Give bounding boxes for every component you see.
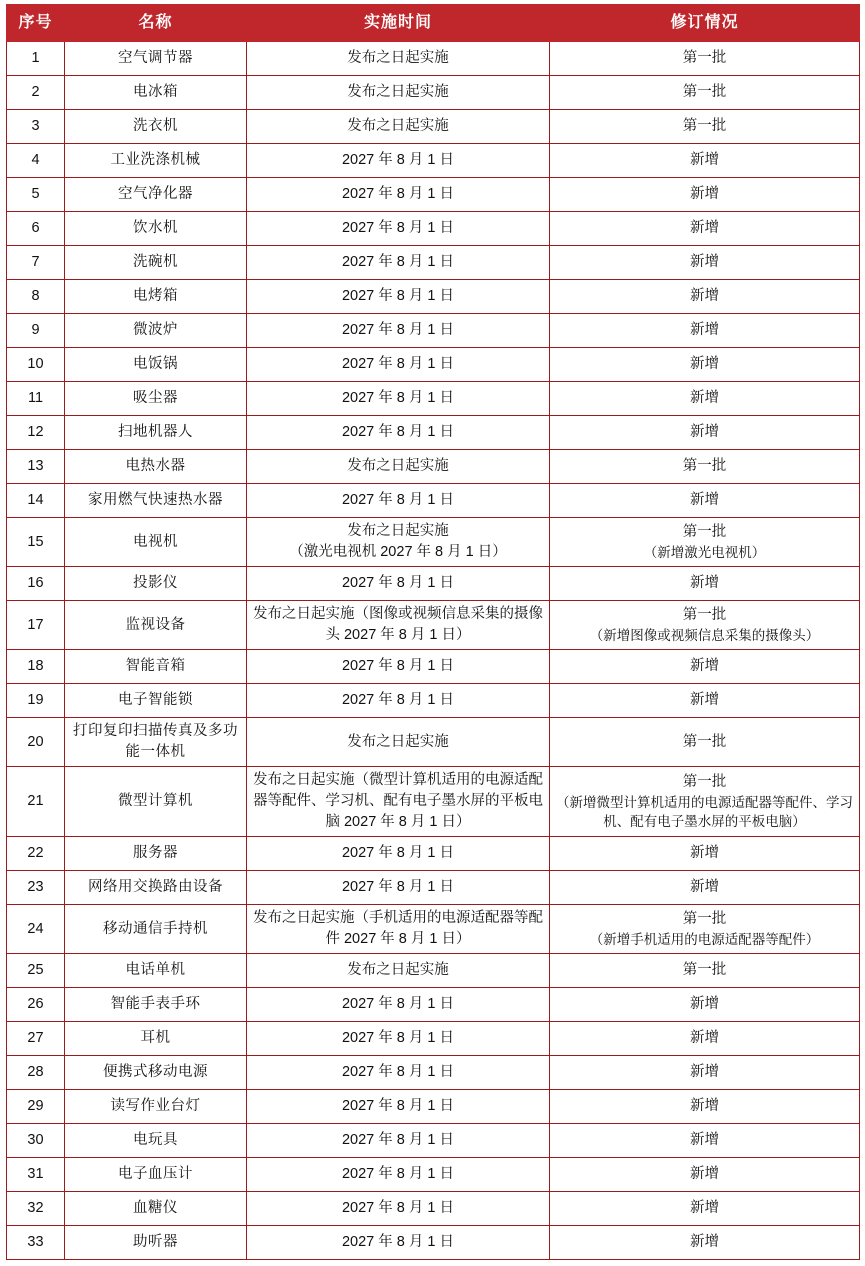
table-row xyxy=(7,767,860,837)
cell-index: 17 xyxy=(7,601,65,650)
cell-index: 30 xyxy=(7,1124,65,1158)
cell-revision-status: 新增 xyxy=(550,684,860,718)
cell-index: 26 xyxy=(7,988,65,1022)
cell-revision-status-note: （新增图像或视频信息采集的摄像头） xyxy=(589,627,820,643)
cell-index: 6 xyxy=(7,212,65,246)
table-row xyxy=(7,871,860,905)
cell-product-name: 空气调节器 xyxy=(65,42,247,76)
cell-product-name: 饮水机 xyxy=(65,212,247,246)
cell-product-name: 洗碗机 xyxy=(65,246,247,280)
cell-index: 33 xyxy=(7,1226,65,1260)
cell-index: 23 xyxy=(7,871,65,905)
cell-index: 27 xyxy=(7,1022,65,1056)
cell-revision-status: 新增 xyxy=(550,650,860,684)
cell-implementation-time: 发布之日起实施 xyxy=(247,450,550,484)
cell-index: 25 xyxy=(7,954,65,988)
cell-revision-status-note: （新增激光电视机） xyxy=(643,544,766,560)
cell-implementation-time: 2027 年 8 月 1 日 xyxy=(247,1192,550,1226)
cell-index: 1 xyxy=(7,42,65,76)
table-row xyxy=(7,144,860,178)
cell-index: 5 xyxy=(7,178,65,212)
cell-revision-status-main: 第一批 xyxy=(682,910,727,927)
cell-revision-status: 新增 xyxy=(550,1226,860,1260)
cell-product-name: 投影仪 xyxy=(65,567,247,601)
cell-index: 32 xyxy=(7,1192,65,1226)
cell-implementation-time xyxy=(247,518,550,567)
table-row xyxy=(7,246,860,280)
cell-index: 24 xyxy=(7,905,65,954)
cell-product-name: 网络用交换路由设备 xyxy=(65,871,247,905)
cell-implementation-time: 发布之日起实施 xyxy=(247,42,550,76)
cell-implementation-time-note: （激光电视机 2027 年 8 月 1 日） xyxy=(289,544,507,561)
cell-implementation-time: 2027 年 8 月 1 日 xyxy=(247,988,550,1022)
table-row xyxy=(7,382,860,416)
cell-product-name: 读写作业台灯 xyxy=(65,1090,247,1124)
column-header-revision: 修订情况 xyxy=(550,5,860,42)
cell-product-name: 助听器 xyxy=(65,1226,247,1260)
cell-revision-status-note: （新增手机适用的电源适配器等配件） xyxy=(589,931,820,947)
cell-implementation-time: 2027 年 8 月 1 日 xyxy=(247,144,550,178)
cell-implementation-time: 发布之日起实施 xyxy=(247,718,550,767)
cell-product-name: 电子血压计 xyxy=(65,1158,247,1192)
cell-revision-status: 新增 xyxy=(550,1090,860,1124)
cell-product-name: 洗衣机 xyxy=(65,110,247,144)
table-row xyxy=(7,178,860,212)
cell-implementation-time: 发布之日起实施（手机适用的电源适配器等配件 2027 年 8 月 1 日） xyxy=(247,905,550,954)
cell-index: 29 xyxy=(7,1090,65,1124)
cell-product-name: 电热水器 xyxy=(65,450,247,484)
cell-revision-status-note: （新增微型计算机适用的电源适配器等配件、学习机、配有电子墨水屏的平板电脑） xyxy=(556,794,853,830)
cell-revision-status: 第一批 xyxy=(550,954,860,988)
cell-revision-status-main: 第一批 xyxy=(682,523,727,540)
table-header-row xyxy=(7,5,860,42)
cell-implementation-time: 2027 年 8 月 1 日 xyxy=(247,684,550,718)
cell-revision-status-main: 第一批 xyxy=(682,606,727,623)
cell-revision-status: 新增 xyxy=(550,144,860,178)
cell-implementation-time: 2027 年 8 月 1 日 xyxy=(247,837,550,871)
cell-revision-status xyxy=(550,518,860,567)
cell-index: 12 xyxy=(7,416,65,450)
cell-revision-status: 新增 xyxy=(550,382,860,416)
cell-product-name: 电话单机 xyxy=(65,954,247,988)
cell-revision-status-main: 第一批 xyxy=(682,773,727,790)
cell-revision-status xyxy=(550,601,860,650)
cell-product-name: 便携式移动电源 xyxy=(65,1056,247,1090)
cell-index: 3 xyxy=(7,110,65,144)
table-row xyxy=(7,416,860,450)
cell-index: 21 xyxy=(7,767,65,837)
cell-implementation-time: 2027 年 8 月 1 日 xyxy=(247,871,550,905)
cell-product-name: 打印复印扫描传真及多功能一体机 xyxy=(65,718,247,767)
cell-revision-status: 第一批 xyxy=(550,42,860,76)
cell-implementation-time: 2027 年 8 月 1 日 xyxy=(247,212,550,246)
cell-implementation-time: 发布之日起实施 xyxy=(247,954,550,988)
table-row xyxy=(7,1158,860,1192)
table-row xyxy=(7,42,860,76)
cell-implementation-time: 发布之日起实施 xyxy=(247,76,550,110)
table-row xyxy=(7,518,860,567)
cell-index: 31 xyxy=(7,1158,65,1192)
product-catalog-table xyxy=(6,4,860,1260)
table-row xyxy=(7,837,860,871)
cell-product-name: 家用燃气快速热水器 xyxy=(65,484,247,518)
cell-revision-status: 新增 xyxy=(550,212,860,246)
cell-revision-status: 新增 xyxy=(550,988,860,1022)
cell-revision-status: 新增 xyxy=(550,871,860,905)
cell-implementation-time: 发布之日起实施 xyxy=(247,110,550,144)
table-row xyxy=(7,954,860,988)
cell-implementation-time: 2027 年 8 月 1 日 xyxy=(247,1056,550,1090)
cell-revision-status: 新增 xyxy=(550,1192,860,1226)
cell-index: 9 xyxy=(7,314,65,348)
cell-revision-status: 新增 xyxy=(550,314,860,348)
cell-revision-status xyxy=(550,767,860,837)
cell-index: 8 xyxy=(7,280,65,314)
cell-revision-status: 新增 xyxy=(550,1158,860,1192)
table-row xyxy=(7,905,860,954)
cell-index: 7 xyxy=(7,246,65,280)
cell-product-name: 电饭锅 xyxy=(65,348,247,382)
cell-product-name: 工业洗涤机械 xyxy=(65,144,247,178)
cell-revision-status: 新增 xyxy=(550,1124,860,1158)
cell-product-name: 微波炉 xyxy=(65,314,247,348)
cell-implementation-time: 2027 年 8 月 1 日 xyxy=(247,178,550,212)
cell-product-name: 扫地机器人 xyxy=(65,416,247,450)
cell-product-name: 监视设备 xyxy=(65,601,247,650)
cell-revision-status: 第一批 xyxy=(550,76,860,110)
table-row xyxy=(7,1226,860,1260)
cell-product-name: 血糖仪 xyxy=(65,1192,247,1226)
cell-index: 20 xyxy=(7,718,65,767)
table-row xyxy=(7,650,860,684)
table-row xyxy=(7,601,860,650)
table-body xyxy=(7,42,860,1260)
cell-implementation-time: 发布之日起实施（微型计算机适用的电源适配器等配件、学习机、配有电子墨水屏的平板电脑 2027 年 8 月 1 日） xyxy=(247,767,550,837)
cell-implementation-time-main: 发布之日起实施 xyxy=(347,523,449,539)
table-row xyxy=(7,1192,860,1226)
cell-product-name: 电冰箱 xyxy=(65,76,247,110)
table-row xyxy=(7,1124,860,1158)
cell-product-name: 智能手表手环 xyxy=(65,988,247,1022)
cell-revision-status: 新增 xyxy=(550,348,860,382)
table-row xyxy=(7,988,860,1022)
cell-implementation-time: 2027 年 8 月 1 日 xyxy=(247,348,550,382)
cell-implementation-time: 2027 年 8 月 1 日 xyxy=(247,1124,550,1158)
cell-index: 15 xyxy=(7,518,65,567)
cell-revision-status: 新增 xyxy=(550,1022,860,1056)
cell-product-name: 空气净化器 xyxy=(65,178,247,212)
cell-index: 18 xyxy=(7,650,65,684)
column-header-index: 序号 xyxy=(7,5,65,42)
cell-index: 14 xyxy=(7,484,65,518)
cell-revision-status: 新增 xyxy=(550,1056,860,1090)
table-row xyxy=(7,718,860,767)
cell-implementation-time: 2027 年 8 月 1 日 xyxy=(247,280,550,314)
table-header xyxy=(7,5,860,42)
cell-implementation-time: 2027 年 8 月 1 日 xyxy=(247,416,550,450)
cell-implementation-time: 2027 年 8 月 1 日 xyxy=(247,1022,550,1056)
table-row xyxy=(7,76,860,110)
cell-product-name: 电烤箱 xyxy=(65,280,247,314)
table-row xyxy=(7,684,860,718)
cell-product-name: 服务器 xyxy=(65,837,247,871)
cell-product-name: 智能音箱 xyxy=(65,650,247,684)
column-header-name: 名称 xyxy=(65,5,247,42)
cell-index: 22 xyxy=(7,837,65,871)
cell-index: 4 xyxy=(7,144,65,178)
column-header-time: 实施时间 xyxy=(247,5,550,42)
table-row xyxy=(7,280,860,314)
cell-index: 16 xyxy=(7,567,65,601)
cell-revision-status: 第一批 xyxy=(550,110,860,144)
cell-revision-status: 第一批 xyxy=(550,450,860,484)
cell-index: 11 xyxy=(7,382,65,416)
table-row xyxy=(7,484,860,518)
table-row xyxy=(7,110,860,144)
cell-revision-status: 新增 xyxy=(550,178,860,212)
cell-revision-status xyxy=(550,905,860,954)
cell-index: 2 xyxy=(7,76,65,110)
cell-implementation-time: 2027 年 8 月 1 日 xyxy=(247,246,550,280)
cell-product-name: 耳机 xyxy=(65,1022,247,1056)
cell-revision-status: 新增 xyxy=(550,837,860,871)
cell-product-name: 电视机 xyxy=(65,518,247,567)
cell-implementation-time: 2027 年 8 月 1 日 xyxy=(247,382,550,416)
cell-revision-status: 新增 xyxy=(550,484,860,518)
cell-index: 19 xyxy=(7,684,65,718)
cell-implementation-time: 2027 年 8 月 1 日 xyxy=(247,1158,550,1192)
cell-revision-status: 第一批 xyxy=(550,718,860,767)
cell-implementation-time: 2027 年 8 月 1 日 xyxy=(247,314,550,348)
cell-index: 13 xyxy=(7,450,65,484)
cell-revision-status: 新增 xyxy=(550,246,860,280)
cell-revision-status: 新增 xyxy=(550,567,860,601)
cell-revision-status: 新增 xyxy=(550,416,860,450)
table-row xyxy=(7,1056,860,1090)
cell-implementation-time: 2027 年 8 月 1 日 xyxy=(247,484,550,518)
table-row xyxy=(7,567,860,601)
cell-implementation-time: 2027 年 8 月 1 日 xyxy=(247,1226,550,1260)
cell-product-name: 微型计算机 xyxy=(65,767,247,837)
cell-implementation-time: 2027 年 8 月 1 日 xyxy=(247,1090,550,1124)
cell-revision-status: 新增 xyxy=(550,280,860,314)
cell-product-name: 电玩具 xyxy=(65,1124,247,1158)
table-row xyxy=(7,450,860,484)
table-row xyxy=(7,212,860,246)
cell-index: 10 xyxy=(7,348,65,382)
cell-implementation-time: 2027 年 8 月 1 日 xyxy=(247,650,550,684)
table-row xyxy=(7,314,860,348)
table-row xyxy=(7,1022,860,1056)
cell-implementation-time: 2027 年 8 月 1 日 xyxy=(247,567,550,601)
cell-implementation-time: 发布之日起实施（图像或视频信息采集的摄像头 2027 年 8 月 1 日） xyxy=(247,601,550,650)
table-row xyxy=(7,348,860,382)
cell-index: 28 xyxy=(7,1056,65,1090)
cell-product-name: 吸尘器 xyxy=(65,382,247,416)
cell-product-name: 移动通信手持机 xyxy=(65,905,247,954)
table-row xyxy=(7,1090,860,1124)
cell-product-name: 电子智能锁 xyxy=(65,684,247,718)
